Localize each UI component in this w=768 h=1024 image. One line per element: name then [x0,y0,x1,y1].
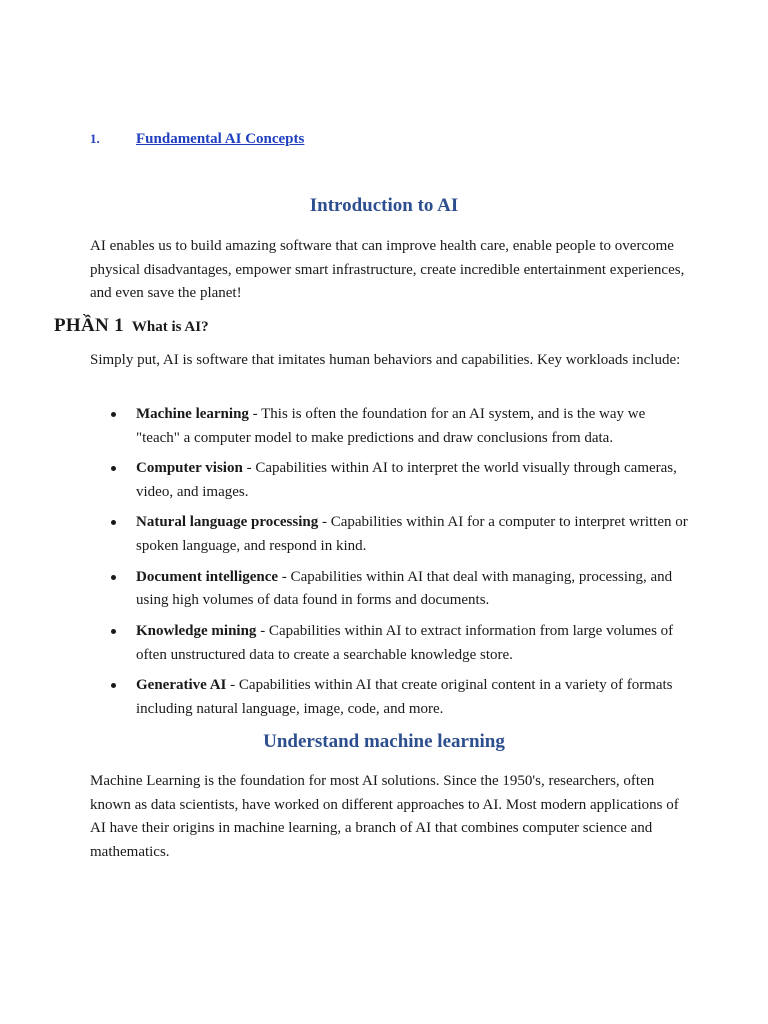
list-item-term: Knowledge mining [136,622,257,639]
list-item-text: - This is often the foundation for an AI system, and is the way we "teach" a computer model to make predictions and draw conclusions from data. [136,406,646,446]
list-item-text: - Capabilities within AI for a computer to interpret written or spoken language, and respond in kind. [136,514,688,555]
part-title: What is AI? [131,319,209,335]
list-item [90,620,690,667]
list-item [90,566,690,613]
list-item-text: - Capabilities within AI to interpret the world visually through cameras, video, and images. [136,460,677,500]
list-item-term: Computer vision [136,460,243,477]
toc-number: 1. [90,131,100,146]
list-item-text: - Capabilities within AI that deal with managing, processing, and using high volumes of data found in forms and documents. [136,568,673,609]
bullet-icon [111,466,116,471]
workloads-intro-paragraph: Simply put, AI is software that imitates human behaviors and capabilities. Key workloads include: [90,352,681,368]
toc-entry [90,131,304,148]
bullet-icon [111,520,116,525]
list-item-term: Document intelligence [136,568,279,585]
intro-paragraph: AI enables us to build amazing software that can improve health care, enable people to overcome physical disadvantages, empower smart infrastructure, create incredible entertainment experiences, and even save the planet! [90,238,685,302]
list-item-text: - Capabilities within AI to extract information from large volumes of often unstructured data to create a searchable knowledge store. [136,622,674,663]
intro-heading: Introduction to AI [309,195,459,216]
bullet-icon [111,412,116,417]
list-item [90,511,690,558]
part-label: PHẦN 1 [54,315,124,336]
ml-paragraph: Machine Learning is the foundation for most AI solutions. Since the 1950's, researchers, often known as data scientists, have worked on different approaches to AI. Most modern applications of AI have their origins in machine learning, a branch of AI that combines computer science and mathematics. [90,773,679,861]
list-item-term: Natural language processing [136,514,319,531]
list-item [90,403,690,450]
bullet-icon [111,683,116,688]
bullet-icon [111,629,116,634]
list-item-term: Machine learning [136,406,249,422]
part-heading [54,315,209,337]
toc-link[interactable]: Fundamental AI Concepts [136,131,305,147]
workloads-list [90,403,690,728]
bullet-icon [111,575,116,580]
list-item-term: Generative AI [136,677,227,694]
ml-heading: Understand machine learning [263,731,505,752]
list-item-text: - Capabilities within AI that create original content in a variety of formats including natural language, image, code, and more. [136,677,673,717]
list-item [90,457,690,504]
list-item [90,674,690,721]
